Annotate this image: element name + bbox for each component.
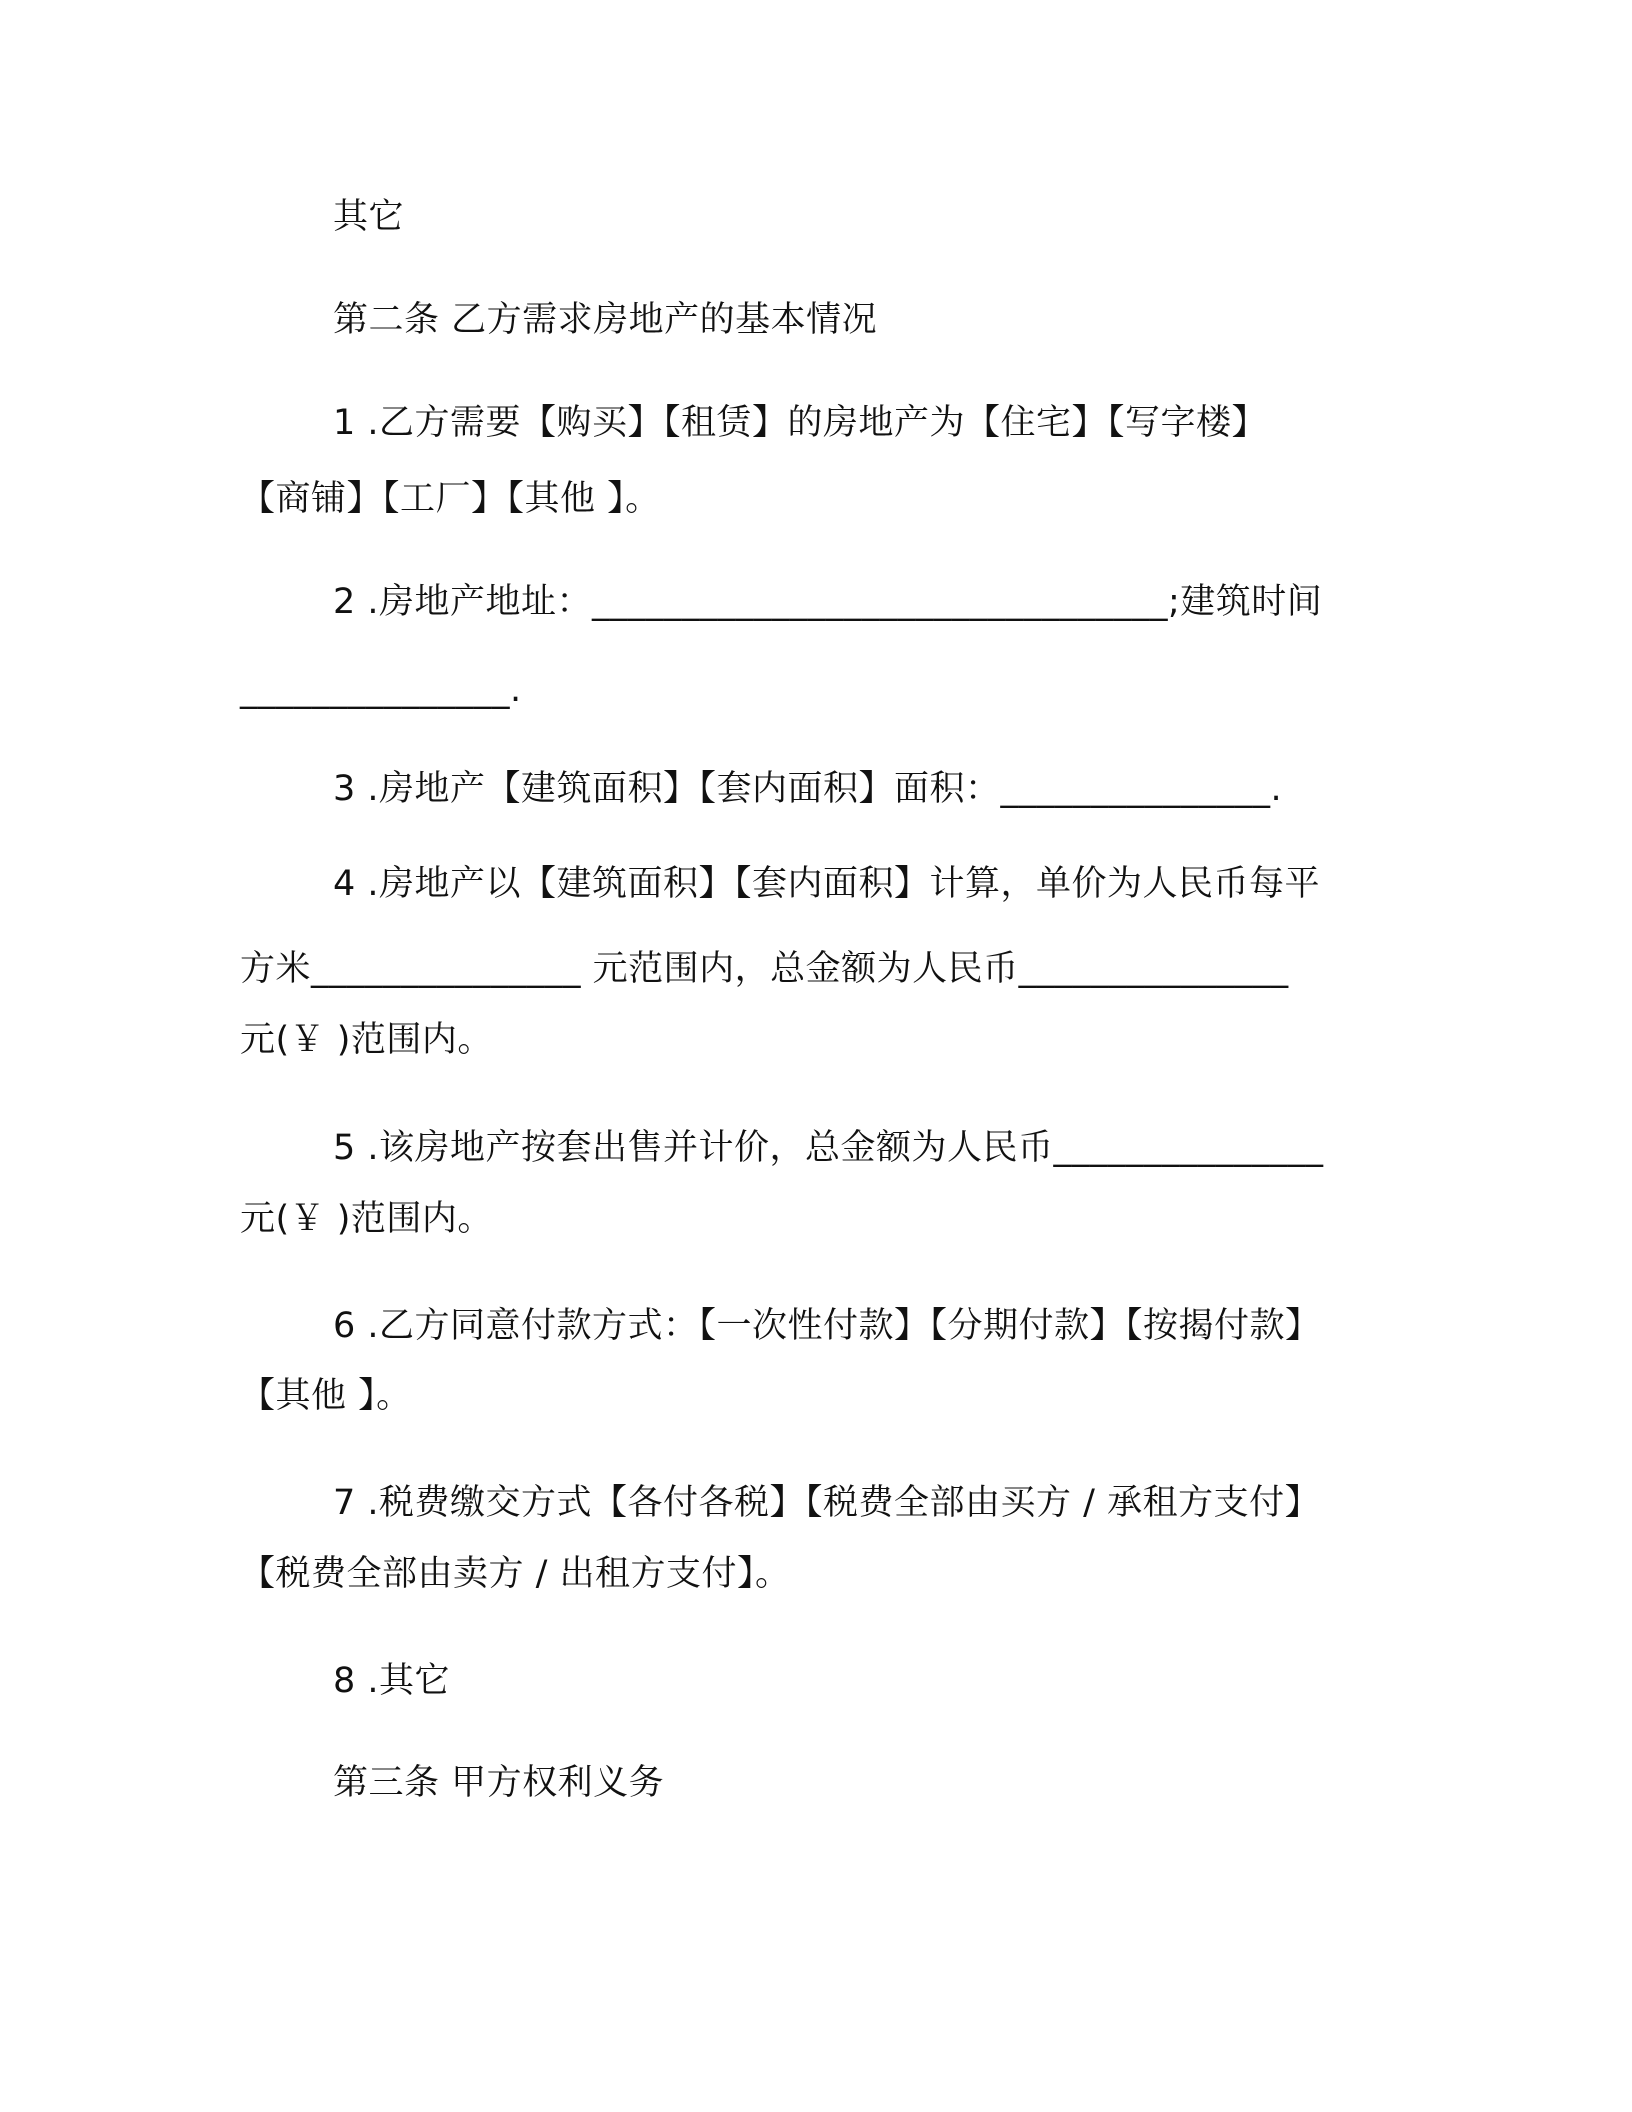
article-3-heading: 第三条 甲方权利义务 xyxy=(333,1763,665,1803)
clause-4-line-1: 4 .房地产以【建筑面积】【套内面积】计算，单价为人民币每平 xyxy=(333,864,1321,904)
clause-5-line-2: 元(￥ )范围内。 xyxy=(240,1199,493,1239)
clause-1-line-2: 【商铺】【工厂】【其他 】。 xyxy=(240,479,661,519)
clause-8: 8 .其它 xyxy=(333,1661,451,1701)
clause-4-line-2: 方米_______________ 元范围内，总金额为人民币_______________ xyxy=(240,949,1289,989)
clause-1-line-1: 1 .乙方需要【购买】【租赁】的房地产为【住宅】【写字楼】 xyxy=(333,403,1268,443)
clause-6-line-1: 6 .乙方同意付款方式：【一次性付款】【分期付款】【按揭付款】 xyxy=(333,1306,1321,1346)
clause-6-line-2: 【其他 】。 xyxy=(240,1376,412,1416)
clause-7-line-2: 【税费全部由卖方 / 出租方支付】。 xyxy=(240,1554,791,1594)
clause-2-line-1: 2 .房地产地址：________________________________;建筑时间 xyxy=(333,582,1323,622)
section-heading-other: 其它 xyxy=(333,197,405,237)
clause-5-line-1: 5 .该房地产按套出售并计价，总金额为人民币_______________ xyxy=(333,1128,1324,1168)
clause-4-line-3: 元(￥ )范围内。 xyxy=(240,1020,493,1060)
article-2-heading: 第二条 乙方需求房地产的基本情况 xyxy=(333,300,878,340)
clause-3: 3 .房地产【建筑面积】【套内面积】面积：_______________. xyxy=(333,769,1283,809)
clause-7-line-1: 7 .税费缴交方式【各付各税】【税费全部由买方 / 承租方支付】 xyxy=(333,1483,1321,1523)
clause-2-line-2: _______________. xyxy=(240,670,522,710)
